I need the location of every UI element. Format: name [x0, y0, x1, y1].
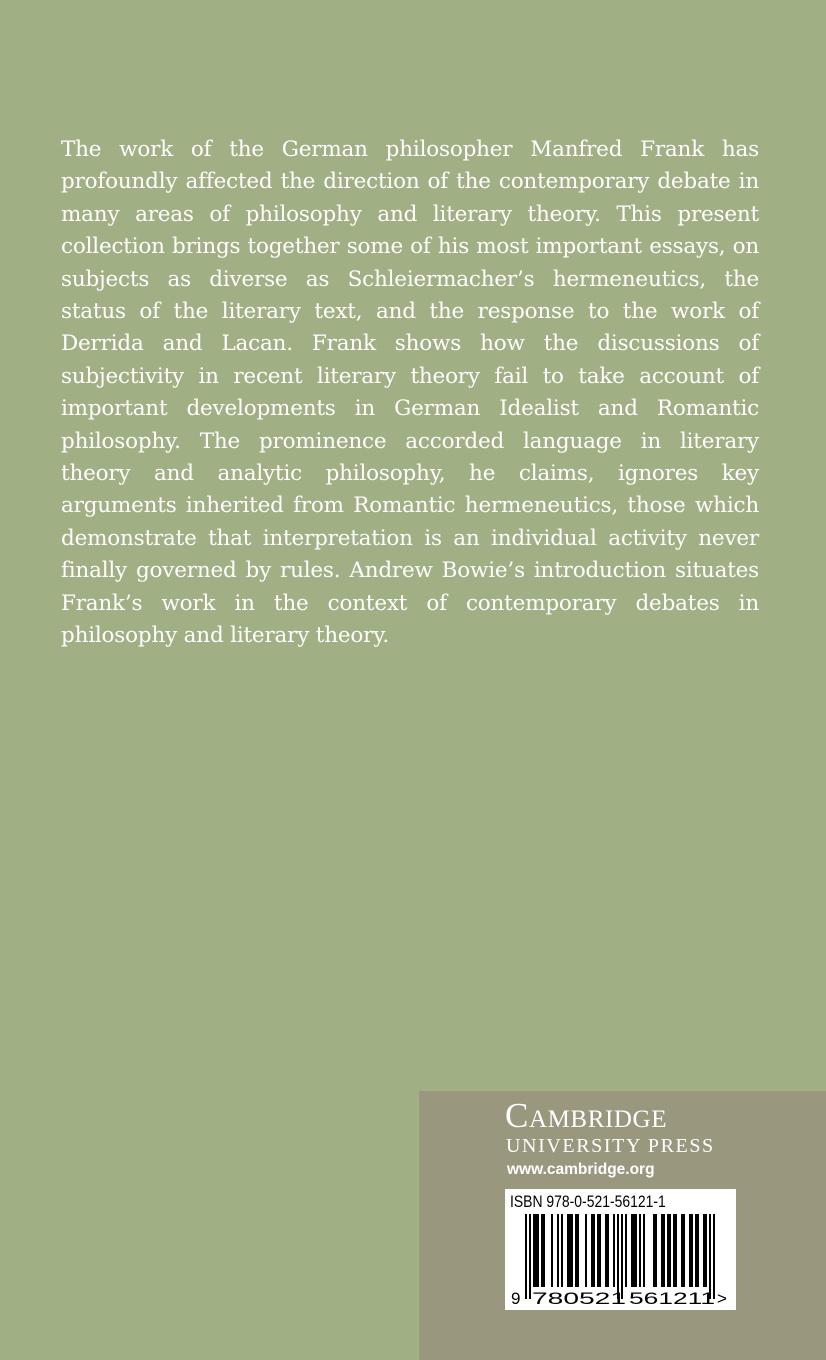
barcode-left-digits: 780521: [532, 1289, 626, 1308]
barcode-guard-bar: [525, 1214, 527, 1299]
barcode-bar: [557, 1214, 559, 1287]
barcode-guard-bar: [617, 1214, 619, 1299]
barcode-bar: [551, 1214, 553, 1287]
barcode-guard-bar: [529, 1214, 531, 1299]
publisher-panel: [419, 1091, 826, 1360]
barcode-bar: [537, 1214, 539, 1287]
barcode-bar: [569, 1214, 571, 1287]
barcode-bar: [691, 1214, 693, 1287]
barcode-bar: [541, 1214, 543, 1287]
barcode-first-digit: 9: [511, 1289, 521, 1308]
publisher-logo-name: Cambridge: [505, 1096, 668, 1135]
barcode-bar: [635, 1214, 637, 1287]
barcode-bar: [703, 1214, 705, 1287]
barcode-bar: [669, 1214, 671, 1287]
barcode-bar: [667, 1214, 669, 1287]
barcode-guard-bar: [621, 1214, 623, 1299]
barcode-right-digits: 561211: [629, 1289, 715, 1308]
barcode-bar: [567, 1214, 569, 1287]
barcode-bar: [613, 1214, 615, 1287]
publisher-logo-subtitle: UNIVERSITY PRESS: [506, 1135, 715, 1157]
barcode-end-mark: >: [717, 1289, 727, 1308]
barcode-bar: [575, 1214, 577, 1287]
isbn-number: ISBN 978-0-521-56121-1: [510, 1192, 666, 1211]
barcode-bar: [561, 1214, 563, 1287]
barcode-bar: [593, 1214, 595, 1287]
barcode-bar: [695, 1214, 697, 1287]
barcode-bar: [599, 1214, 601, 1287]
barcode-bar: [689, 1214, 691, 1287]
barcode-guard-bar: [709, 1214, 711, 1299]
barcode-bar: [607, 1214, 609, 1287]
barcode-bar: [673, 1214, 675, 1287]
barcode-bar: [533, 1214, 535, 1287]
barcode-bar: [577, 1214, 579, 1287]
barcode-bar: [697, 1214, 699, 1287]
book-description: The work of the German philosopher Manfred Frank has profoundly affected the direction of the contemporary debate in many areas of philosophy and literary theory. This present collection brings together some of his most important essays, on subjects as diverse as Schleiermacher’s hermeneutics, the status of the literary text, and the response to the work of Derrida and Lacan. Frank shows how the discussions of subjectivity in recent literary theory fail to take account of important developments in German Idealist and Romantic philosophy. The prominence accorded language in literary theory and analytic philosophy, he claims, ignores key arguments inherited from Romantic hermeneutics, those which demonstrate that interpretation is an individual activity never finally governed by rules. Andrew Bowie’s introduction situates Frank’s work in the context of contemporary debates in philosophy and literary theory.: [61, 137, 759, 649]
barcode-bar: [585, 1214, 587, 1287]
barcode-bar: [631, 1214, 633, 1287]
barcode-bar: [653, 1214, 655, 1287]
barcode-bar: [535, 1214, 537, 1287]
barcode-bar: [633, 1214, 635, 1287]
barcode-bar: [655, 1214, 657, 1287]
barcode-bar: [597, 1214, 599, 1287]
barcode-guard-bar: [713, 1214, 715, 1299]
barcode-bar: [591, 1214, 593, 1287]
barcode-bar: [681, 1214, 683, 1287]
barcode-bar: [543, 1214, 545, 1287]
barcode-bar: [683, 1214, 685, 1287]
barcode-bar: [675, 1214, 677, 1287]
isbn-barcode: [505, 1189, 736, 1310]
barcode-bar: [639, 1214, 641, 1287]
barcode-bar: [705, 1214, 707, 1287]
publisher-website: www.cambridge.org: [507, 1161, 655, 1178]
barcode-bar: [661, 1214, 663, 1287]
barcode-bar: [605, 1214, 607, 1287]
barcode-bar: [571, 1214, 573, 1287]
barcode-bar: [625, 1214, 627, 1287]
barcode-bar: [663, 1214, 665, 1287]
barcode-bar: [643, 1214, 645, 1287]
